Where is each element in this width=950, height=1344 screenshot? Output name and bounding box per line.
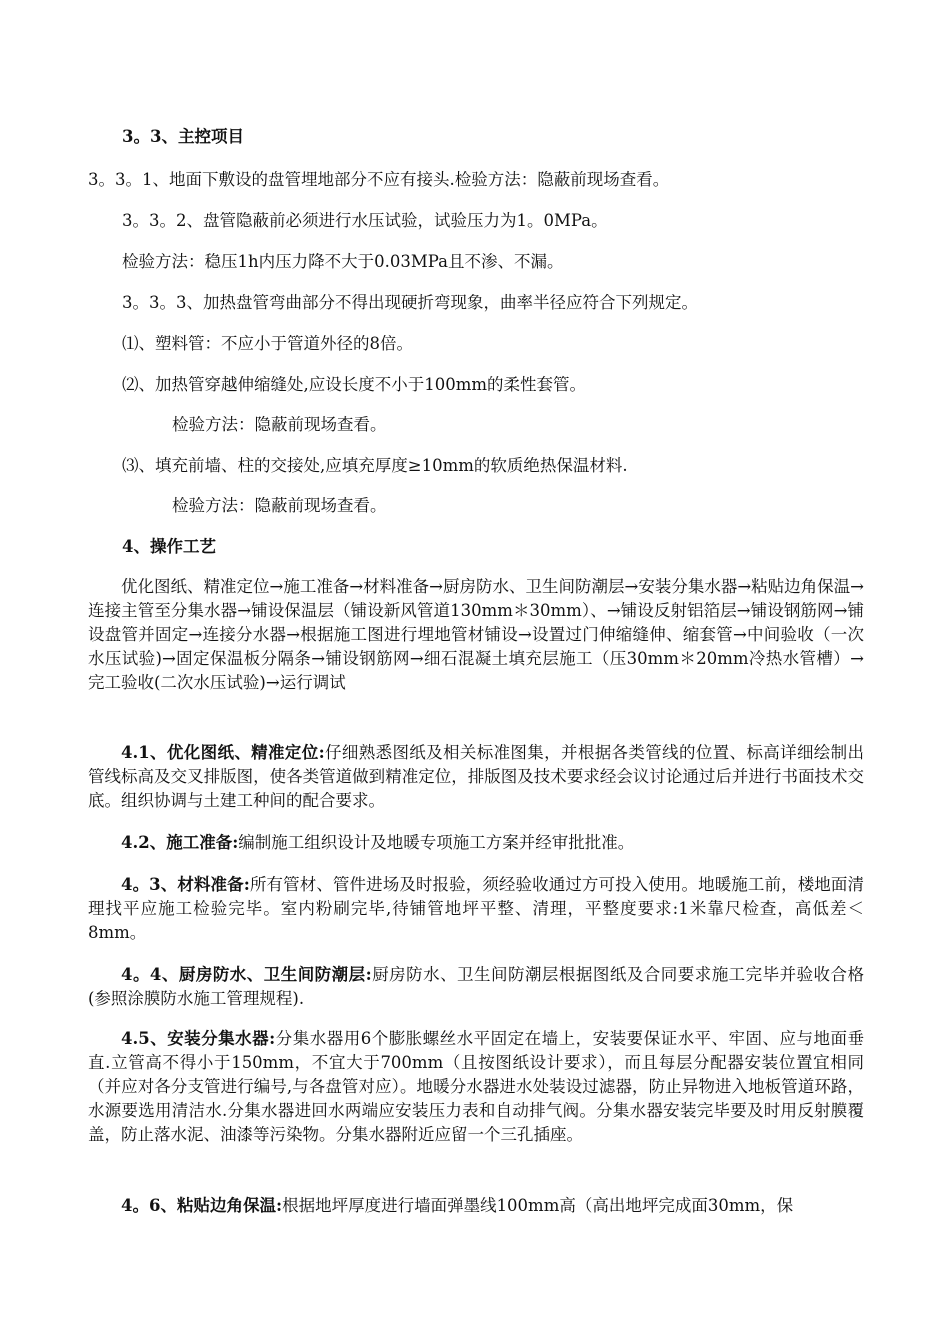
sub-item-2-method: 检验方法：隐蔽前现场查看。 xyxy=(172,415,387,434)
paragraph-4-4 xyxy=(88,963,864,1011)
paragraph-4-4-title: 4。4、厨房防水、卫生间防潮层: xyxy=(121,965,372,984)
sub-item-3: ⑶、填充前墙、柱的交接处,应填充厚度≥10mm的软质绝热保温材料. xyxy=(122,456,628,475)
paragraph-4-5-title: 4.5、安装分集水器: xyxy=(121,1029,276,1048)
section-heading-4: 4、操作工艺 xyxy=(122,537,216,556)
paragraph-4-6-body: 根据地坪厚度进行墙面弹墨线100mm高（高出地坪完成面30mm，保 xyxy=(282,1196,794,1215)
sub-item-1: ⑴、塑料管：不应小于管道外径的8倍。 xyxy=(122,334,413,353)
paragraph-4-3 xyxy=(88,873,864,945)
paragraph-4-1-title: 4.1、优化图纸、精准定位: xyxy=(121,743,325,762)
paragraph-4-5 xyxy=(88,1027,864,1147)
clause-3-3-3: 3。3。3、加热盘管弯曲部分不得出现硬折弯现象，曲率半径应符合下列规定。 xyxy=(122,293,698,312)
clause-3-3-1: 3。3。1、地面下敷设的盘管埋地部分不应有接头.检验方法：隐蔽前现场查看。 xyxy=(88,170,670,189)
clause-3-3-2-method: 检验方法：稳压1h内压力降不大于0.03MPa且不渗、不漏。 xyxy=(122,252,564,271)
paragraph-4-5-body: 分集水器用6个膨胀螺丝水平固定在墙上，安装要保证水平、牢固、应与地面垂直.立管高不得小于150mm，不宜大于700mm（且按图纸设计要求），而且每层分配器安装位置宜相同（并应对各分支管进行编号,与各盘管对应）。地暖分水器进水处装设过滤器，防止异物进入地板管道环路，水源要选用清洁水.分集水器进回水两端应安装压力表和自动排气阀。分集水器安装完毕要及时用反射膜覆盖，防止落水泥、油漆等污染物。分集水器附近应留一个三孔插座。 xyxy=(88,1029,865,1144)
section-heading-3-3: 3。3、主控项目 xyxy=(122,127,244,146)
paragraph-4-3-title: 4。3、材料准备: xyxy=(121,875,250,894)
paragraph-4-3-body: 所有管材、管件进场及时报验，须经验收通过方可投入使用。地暖施工前，楼地面清理找平应施工检验完毕。室内粉刷完毕,待铺管地坪平整、清理，平整度要求:1米靠尺检查，高低差＜8mm。 xyxy=(88,875,864,942)
paragraph-4-2-title: 4.2、施工准备: xyxy=(121,833,239,852)
paragraph-4-6 xyxy=(88,1194,864,1218)
paragraph-4-2 xyxy=(88,831,864,855)
sub-item-2: ⑵、加热管穿越伸缩缝处,应设长度不小于100mm的柔性套管。 xyxy=(122,375,587,394)
paragraph-4-4-body: 厨房防水、卫生间防潮层根据图纸及合同要求施工完毕并验收合格(参照涂膜防水施工管理规程). xyxy=(88,965,865,1008)
process-flow-paragraph: 优化图纸、精准定位→施工准备→材料准备→厨房防水、卫生间防潮层→安装分集水器→粘贴边角保温→连接主管至分集水器→铺设保温层（铺设新风管道130mm＊30mm）、→铺设反射铝箔层→铺设钢筋网→铺设盘管并固定→连接分水器→根据施工图进行埋地管材铺设→设置过门伸缩缝伸、缩套管→中间验收（一次水压试验)→固定保温板分隔条→铺设钢筋网→细石混凝土填充层施工（压30mm＊20mm冷热水管槽）→完工验收(二次水压试验)→运行调试 xyxy=(88,577,864,692)
clause-3-3-2: 3。3。2、盘管隐蔽前必须进行水压试验，试验压力为1。0MPa。 xyxy=(122,211,608,230)
paragraph-4-1-body: 仔细熟悉图纸及相关标准图集，并根据各类管线的位置、标高详细绘制出管线标高及交叉排版图，使各类管道做到精准定位，排版图及技术要求经会议讨论通过后并进行书面技术交底。组织协调与土建工种间的配合要求。 xyxy=(88,743,865,810)
sub-item-3-method: 检验方法：隐蔽前现场查看。 xyxy=(172,496,387,515)
paragraph-4-1 xyxy=(88,741,864,813)
paragraph-4-6-title: 4。6、粘贴边角保温: xyxy=(121,1196,283,1215)
paragraph-4-2-body: 编制施工组织设计及地暖专项施工方案并经审批批准。 xyxy=(238,833,635,852)
